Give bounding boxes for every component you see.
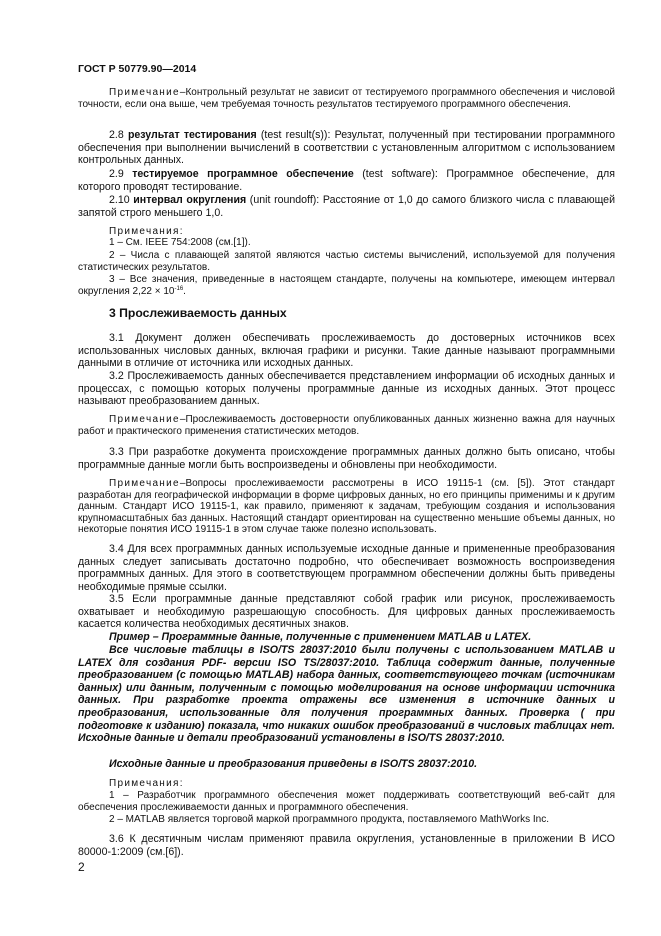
example-tail: Исходные данные и преобразования приведены в ISO/TS 28037:2010.	[109, 758, 478, 770]
note-1: 1 – Разработчик программного обеспечения может поддерживать соответствующий веб-сайт для обеспечения прослеживаемости данных и программного обеспечения.	[78, 790, 615, 813]
definition-2-8: 2.8 результат тестирования (test result(s)): Результат, полученный при тестировании программного обеспечения при выполнении вычислений в соответствии с установленным алгоритмом с использованием контрольных данных.	[78, 129, 615, 167]
example-body: Все числовые таблицы в ISO/TS 28037:2010 были получены с использованием MATLAB и LATEX для создания PDF- версии ISO TS/28037:2010. Таблица содержит данные, полученные преобразованием (с помощью MATLAB) набора данных, соответствующего точкам (источникам данных) или данным, полученным с помощью моделирования на основе информации источника данных. При разработке проекта отражены все изменения в источнике данных и преобразования, использованные для получения программных данных. Проверка ( при подготовке к изданию) показала, что никаких ошибок преобразований в числовых таблицах нет. Исходные данные и детали преобразований установлены в ISO/TS 28037:2010.	[78, 644, 615, 745]
definition-2-10: 2.10 интервал округления (unit roundoff): Расстояние от 1,0 до самого близкого числа с плавающей запятой строго меньшего 1,0.	[78, 194, 615, 219]
paragraph-3-1: 3.1 Документ должен обеспечивать прослеживаемость до достоверных источников всех использованных числовых данных, включая графики и рисунки. Такие данные называют программными данными в отличие от источника или исходных данных.	[78, 332, 615, 370]
note-paragraph: Примечание–Вопросы прослеживаемости рассмотрены в ИСО 19115-1 (см. [5]). Этот стандарт разработан для географической информации в форме цифровых данных, но его принципы применимы и к другим данным. Стандарт ИСО 19115-1, как правило, применяют к задачам, требующим создания и использования крупномасштабных баз данных. Настоящий стандарт ориентирован на существенно меньшие объемы данных, но некоторые понятия ИСО 19115-1 в этом случае также полезно использовать.	[78, 478, 615, 535]
note-3: 3 – Все значения, приведенные в настоящем стандарте, получены на компьютере, имеющем интервал округления $2,22 \times 10^{-16}$.	[78, 274, 615, 297]
paragraph-3-6: 3.6 К десятичным числам применяют правила округления, установленные в приложении В ИСО 80000-1:2009 (см.[6]).	[78, 833, 615, 858]
note-2: 2 – MATLAB является торговой маркой программного продукта, поставляемого MathWorks Inc.	[109, 814, 549, 825]
section-title: 3 Прослеживаемость данных	[109, 306, 287, 320]
note-1: 1 – См. IEEE 754:2008 (см.[1]).	[109, 237, 251, 248]
document-header: ГОСТ Р 50779.90—2014	[78, 63, 197, 75]
notes-label: Примечания:	[109, 226, 184, 237]
paragraph-3-2: 3.2 Прослеживаемость данных обеспечивается представлением информации об исходных данных и процессах, с помощью которых получены программные данные из исходных данных. Этот процесс называют преобразованием данных.	[78, 370, 615, 408]
paragraph-3-5: 3.5 Если программные данные представляют собой график или рисунок, прослеживаемость охватывает и необходимую разрешающую способность. Для цифровых данных прослеживаемость касается количества необходимых десятичных знаков.	[78, 593, 615, 631]
note-2: 2 – Числа с плавающей запятой являются частью системы вычислений, используемой для получения статистических результатов.	[78, 250, 615, 273]
note-paragraph: Примечание–Прослеживаемость достоверности опубликованных данных жизненно важна для научных работ и практического применения статистических методов.	[78, 414, 615, 437]
note-paragraph: Примечание–Контрольный результат не зависит от тестируемого программного обеспечения и числовой точности, если она выше, чем требуемая точность результатов тестируемого программного обеспечения.	[78, 87, 615, 110]
example-title: Пример – Программные данные, полученные с применением MATLAB и LATEX.	[109, 631, 532, 643]
paragraph-3-3: 3.3 При разработке документа происхождение программных данных должно быть описано, чтобы программные данные могли быть воспроизведены и обновлены при необходимости.	[78, 446, 615, 471]
definition-2-9: 2.9 тестируемое программное обеспечение (test software): Программное обеспечение, для которого проводят тестирование.	[78, 168, 615, 193]
notes-label: Примечания:	[109, 778, 184, 789]
page-number: 2	[78, 860, 85, 874]
paragraph-3-4: 3.4 Для всех программных данных используемые исходные данные и примененные преобразования данных следует записывать достаточно подробно, что обеспечивает возможность воспроизведения программных данных. Для этого в соответствующем программном обеспечении должны быть приведены необходимые прямые ссылки.	[78, 543, 615, 593]
